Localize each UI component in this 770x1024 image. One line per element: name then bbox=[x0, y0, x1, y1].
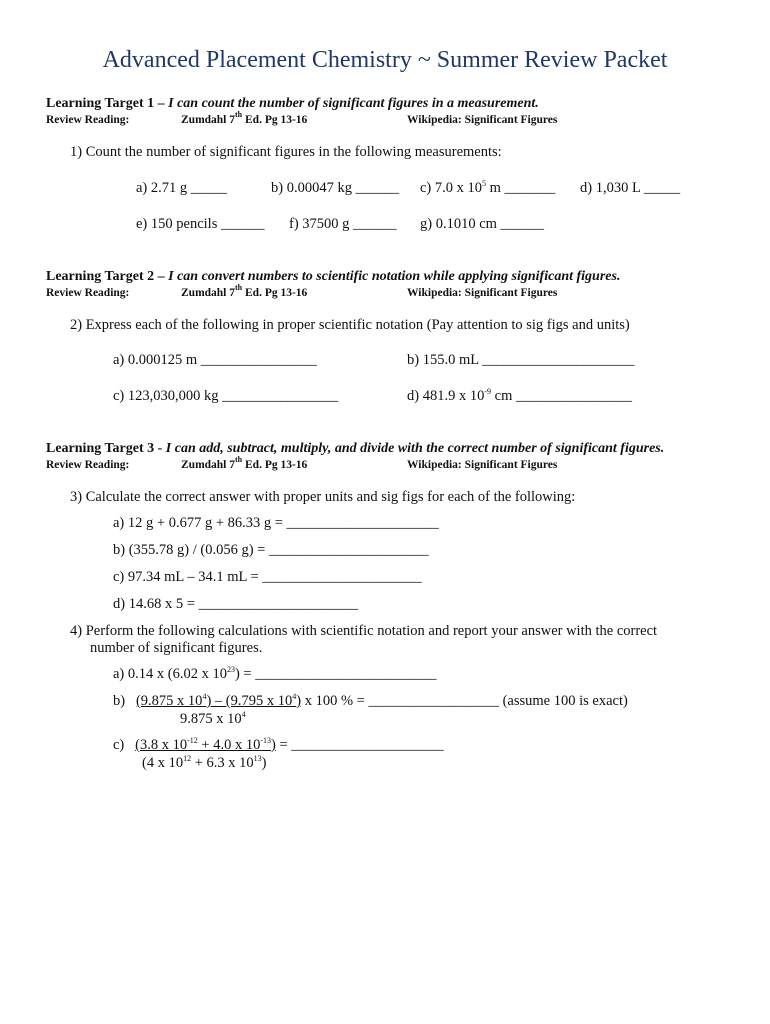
q4-b-denominator: 9.875 x $10^4$ bbox=[180, 710, 246, 727]
q1-item-b: b) 0.00047 kg ______ bbox=[271, 180, 400, 196]
q3-item-c: c) 97.34 mL – 34.1 mL = ______________________ bbox=[113, 569, 422, 585]
learning-target-3 bbox=[46, 441, 664, 457]
review-wiki-link[interactable]: Wikipedia: Significant Figures bbox=[407, 459, 558, 471]
learning-target-1-statement: I can count the number of significant figures in a measurement. bbox=[168, 96, 539, 111]
q4-b-numerator: (9.875 x $10^4) - (9.795$ x $10^4$) bbox=[135, 692, 302, 709]
learning-target-3-label: Learning Target 3 - bbox=[46, 441, 166, 456]
review-reading-label: Review Reading: bbox=[46, 459, 130, 471]
q4-prompt-line2: number of significant figures. bbox=[90, 640, 263, 656]
q3-item-d: d) 14.68 x 5 = ______________________ bbox=[113, 596, 359, 612]
learning-target-2-label: Learning Target 2 – bbox=[46, 269, 169, 284]
q2-item-c: c) 123,030,000 kg ________________ bbox=[113, 388, 339, 404]
review-wiki-link[interactable]: Wikipedia: Significant Figures bbox=[407, 287, 558, 299]
q4-item-b: b) (9.875 x $10^4) - (9.795$ x $10^4$) x 100 % = __________________ (assume 100 is exact) bbox=[113, 692, 628, 709]
q1-item-c: c) 7.0 x $10^5$ m _______ bbox=[420, 179, 556, 196]
q2-prompt: 2) Express each of the following in proper scientific notation (Pay attention to sig figs and units) bbox=[70, 317, 630, 333]
review-reading-label: Review Reading: bbox=[46, 114, 130, 126]
page-title: Advanced Placement Chemistry ~ Summer Review Packet bbox=[102, 47, 668, 73]
q4-prompt-line1: 4) Perform the following calculations with scientific notation and report your answer with the correct bbox=[70, 623, 658, 639]
learning-target-2-statement: I can convert numbers to scientific notation while applying significant figures. bbox=[168, 269, 621, 284]
q1-item-d: d) 1,030 L _____ bbox=[580, 180, 681, 196]
q2-item-b: b) 155.0 mL _____________________ bbox=[407, 352, 635, 368]
q3-item-a: a) 12 g + 0.677 g + 86.33 g = _____________________ bbox=[113, 515, 439, 531]
q2-item-a: a) 0.000125 m ________________ bbox=[113, 352, 317, 368]
q1-item-g: g) 0.1010 cm ______ bbox=[420, 216, 545, 232]
q1-prompt: 1) Count the number of significant figures in the following measurements: bbox=[70, 144, 502, 160]
review-book: Zumdahl 7th Ed. Pg 13-16 bbox=[181, 455, 308, 471]
q4-item-a: a) 0.14 x (6.02 x $10^{23}$) = _________________________ bbox=[113, 665, 437, 682]
q2-item-d: d) 481.9 x $10^{-9}$ cm ________________ bbox=[407, 387, 632, 404]
review-wiki-link[interactable]: Wikipedia: Significant Figures bbox=[407, 114, 558, 126]
q3-prompt: 3) Calculate the correct answer with proper units and sig figs for each of the following: bbox=[70, 489, 576, 505]
review-book: Zumdahl 7th Ed. Pg 13-16 bbox=[181, 110, 308, 126]
learning-target-3-statement: I can add, subtract, multiply, and divide with the correct number of significant figures. bbox=[165, 441, 665, 456]
q4-c-numerator: (3.8 x $10^{-12} + 4.0$ x $10^{-13}$) bbox=[135, 736, 276, 753]
q4-item-c: c) (3.8 x $10^{-12} + 4.0$ x $10^{-13}$) = _____________________ bbox=[113, 736, 444, 753]
learning-target-2 bbox=[46, 269, 620, 285]
learning-target-1 bbox=[46, 96, 539, 112]
q1-item-e: e) 150 pencils ______ bbox=[136, 216, 265, 232]
q1-item-f: f) 37500 g ______ bbox=[289, 216, 397, 232]
q4-c-denominator: (4 x $10^{12} + 6.3$ x $10^{13}$) bbox=[142, 754, 267, 771]
learning-target-1-label: Learning Target 1 – bbox=[46, 96, 169, 111]
review-reading-label: Review Reading: bbox=[46, 287, 130, 299]
review-book: Zumdahl 7th Ed. Pg 13-16 bbox=[181, 283, 308, 299]
q1-item-a: a) 2.71 g _____ bbox=[136, 180, 228, 196]
q3-item-b: b) (355.78 g) / (0.056 g) = ______________________ bbox=[113, 542, 429, 558]
